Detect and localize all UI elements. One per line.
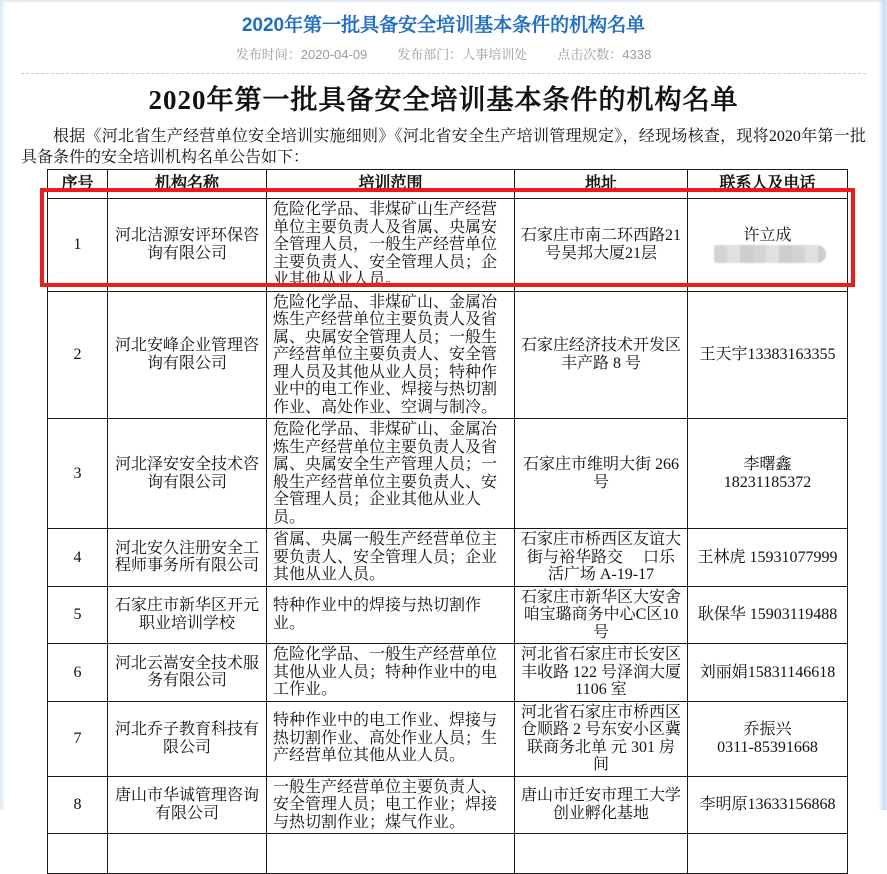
cell-serial: 3 <box>48 419 108 529</box>
article-heading: 2020年第一批具备安全培训基本条件的机构名单 <box>148 85 739 115</box>
page-title-blue: 2020年第一批具备安全培训基本条件的机构名单 <box>241 15 646 36</box>
col-header-contact: 联系人及电话 <box>688 170 848 199</box>
cell-scope: 一般生产经营单位主要负责人、安全管理人员；电工作业；焊接与热切割作业；煤气作业。 <box>267 776 515 834</box>
col-header-scope: 培训范围 <box>267 170 515 199</box>
table-header-row <box>48 170 848 199</box>
cell-contact: 王林虎 15931077999 <box>688 529 848 587</box>
cell-address: 河北省石家庄市桥西区仓顺路 2 号东安小区冀联商务北单 元 301 房间 <box>515 701 688 776</box>
cell-org-name: 河北安久注册安全工程师事务所有限公司 <box>108 529 267 587</box>
cell-serial: 6 <box>48 644 108 702</box>
cell-serial: 5 <box>48 586 108 644</box>
cell-address: 石家庄市桥西区友谊大街与裕华路交 口乐活广场 A-19-17 <box>515 529 688 587</box>
cell-org-name: 河北安峰企业管理咨询有限公司 <box>108 291 267 419</box>
table-row <box>48 529 848 587</box>
cell-scope: 危险化学品、非煤矿山、金属冶炼生产经营单位主要负责人及省属、央属安全生产管理人员；一般生产经营单位主要负责人、安全管理人员；企业其他从业人员。 <box>267 419 515 529</box>
page-right-edge <box>878 0 887 810</box>
cell-org-name: 河北泽安安全技术咨询有限公司 <box>108 419 267 529</box>
cell-org-name: 河北云嵩安全技术服务有限公司 <box>108 644 267 702</box>
cell-serial: 4 <box>48 529 108 587</box>
col-header-name: 机构名称 <box>108 170 267 199</box>
page-left-edge <box>0 0 6 810</box>
cell-address: 石家庄市南二环西路21号昊邦大厦21层 <box>515 199 688 292</box>
redacted-phone-blur <box>714 245 826 263</box>
cell-contact: 刘丽娟15831146618 <box>688 644 848 702</box>
table-row-clipped <box>48 834 848 874</box>
cell-scope: 危险化学品、非煤矿山、金属冶炼生产经营单位主要负责人及省属、央属安全管理人员；一般生产经营单位主要负责人、安全管理人员及其他从业人员；特种作业中的电工作业、焊接与热切割作业、高处作业、空调与制冷。 <box>267 291 515 419</box>
table-row <box>48 199 848 292</box>
cell-scope: 危险化学品、非煤矿山生产经营单位主要负责人及省属、央属安全管理人员，一般生产经营单位主要负责人、安全管理人员；企业其他从业人员。 <box>267 199 515 292</box>
table-row <box>48 701 848 776</box>
table-row <box>48 586 848 644</box>
cell-address: 石家庄市新华区大安舍咱宝璐商务中心C区10号 <box>515 586 688 644</box>
click-count: 点击次数：4338 <box>557 47 652 62</box>
table-row <box>48 291 848 419</box>
intro-paragraph: 根据《河北省生产经营单位安全培训实施细则》《河北省安全生产培训管理规定》，经现场核查，现将2020年第一批具备条件的安全培训机构名单公告如下： <box>21 128 866 166</box>
cell-contact: 王天宇13383163355 <box>688 291 848 419</box>
table-row <box>48 644 848 702</box>
cell-address: 石家庄经济技术开发区丰产路 8 号 <box>515 291 688 419</box>
article-meta <box>0 48 887 62</box>
cell-scope: 特种作业中的电工作业、焊接与热切割作业、高处作业人员；生产经营单位其他从业人员。 <box>267 701 515 776</box>
contact-name: 许立成 <box>743 226 792 244</box>
contact-name: 李曙鑫 <box>743 456 792 473</box>
dashed-divider <box>21 73 866 74</box>
contact-name: 乔振兴 <box>743 721 792 738</box>
cell-org-name: 石家庄市新华区开元职业培训学校 <box>108 586 267 644</box>
org-table <box>47 169 848 874</box>
contact-phone: 0311-85391668 <box>717 738 818 756</box>
cell-contact <box>688 419 848 529</box>
contact-phone: 18231185372 <box>723 473 812 491</box>
cell-serial: 2 <box>48 291 108 419</box>
cell-contact <box>688 701 848 776</box>
cell-contact: 李明原13633156868 <box>688 776 848 834</box>
cell-address: 石家庄市维明大街 266 号 <box>515 419 688 529</box>
cell-contact <box>688 199 848 292</box>
cell-org-name: 唐山市华诚管理咨询有限公司 <box>108 776 267 834</box>
cell-org-name: 河北乔子教育科技有限公司 <box>108 701 267 776</box>
table-row <box>48 776 848 834</box>
col-header-serial: 序号 <box>48 170 108 199</box>
col-header-address: 地址 <box>515 170 688 199</box>
cell-contact: 耿保华 15903119488 <box>688 586 848 644</box>
page-top-edge <box>0 0 887 2</box>
cell-scope: 特种作业中的焊接与热切割作业。 <box>267 586 515 644</box>
cell-scope: 危险化学品、一般生产经营单位其他从业人员；特种作业中的电工作业。 <box>267 644 515 702</box>
publish-time: 发布时间：2020-04-09 <box>235 47 368 62</box>
cell-serial: 7 <box>48 701 108 776</box>
cell-org-name: 河北洁源安评环保咨询有限公司 <box>108 199 267 292</box>
cell-serial: 8 <box>48 776 108 834</box>
publish-dept: 发布部门：人事培训处 <box>397 47 528 62</box>
cell-serial: 1 <box>48 199 108 292</box>
cell-scope: 省属、央属一般生产经营单位主要负责人、安全管理人员；企业其他从业人员。 <box>267 529 515 587</box>
cell-address: 唐山市迁安市理工大学创业孵化基地 <box>515 776 688 834</box>
table-row <box>48 419 848 529</box>
cell-address: 河北省石家庄市长安区丰收路 122 号泽润大厦 1106 室 <box>515 644 688 702</box>
